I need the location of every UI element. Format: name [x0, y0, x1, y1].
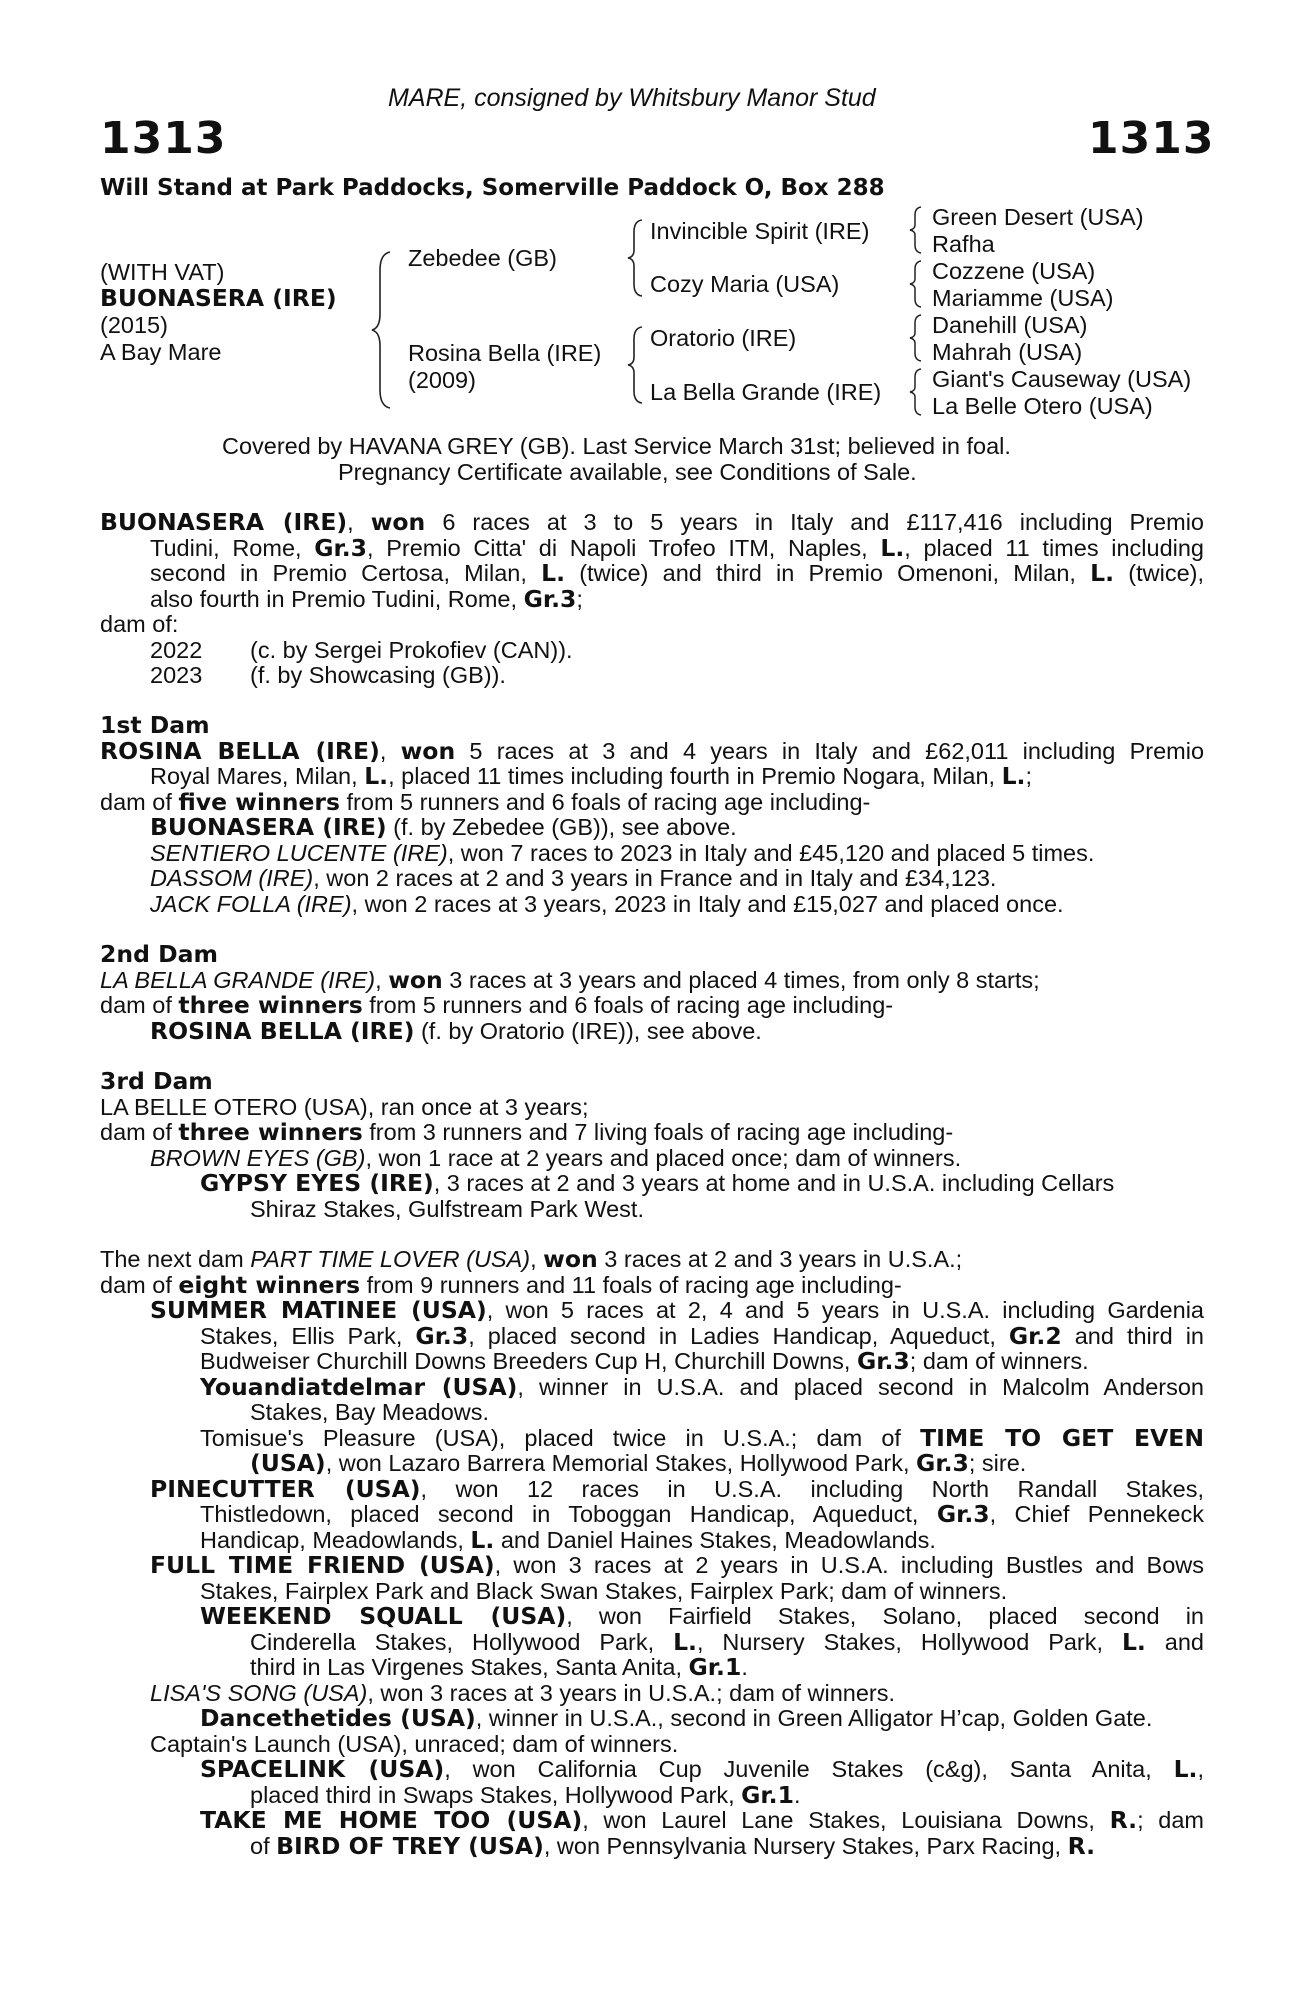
location-line: Will Stand at Park Paddocks, Somerville Paddock O, Box 288 — [100, 175, 885, 201]
progeny-text: third in Las Virgenes Stakes, Santa Anita, — [250, 1654, 689, 1680]
sire-dam-sire: Cozzene (USA) — [932, 258, 1096, 284]
progeny-text: . — [741, 1654, 748, 1680]
progeny-text: Handicap, Meadowlands, — [200, 1526, 471, 1553]
grade-label: Gr.3 — [936, 1500, 990, 1528]
listed-label: L. — [1090, 559, 1115, 587]
won-label: won — [400, 736, 456, 765]
winners-count: three winners — [178, 1118, 363, 1146]
grade-label: Gr.3 — [856, 1347, 910, 1375]
produce-row — [100, 663, 1204, 689]
progeny-name: JACK FOLLA (IRE) — [150, 890, 352, 917]
first-dam-text: , placed 11 times including fourth in Premio Nogara, Milan, — [388, 763, 1002, 789]
second-dam-name: LA BELLA GRANDE (IRE) — [100, 966, 376, 993]
progeny-name: BIRD OF TREY (USA) — [276, 1831, 544, 1860]
produce-desc: (f. by Showcasing (GB)). — [250, 662, 506, 688]
progeny-text: and Daniel Haines Stakes, Meadowlands. — [494, 1526, 936, 1553]
grade-label: Gr.1 — [688, 1653, 742, 1681]
horse-name: BUONASERA (IRE) — [100, 284, 337, 312]
restricted-label: R. — [1109, 1806, 1138, 1834]
pedigree-brace-sire — [624, 218, 648, 298]
first-dam-text: ; — [1025, 763, 1033, 789]
progeny-text: , won Pennsylvania Nursery Stakes, Parx Racing, — [543, 1832, 1068, 1859]
progeny-name: BUONASERA (IRE) — [150, 813, 387, 841]
progeny-text: , Nursery Stakes, Hollywood Park, — [696, 1628, 1122, 1655]
dam-sire-sire: Danehill (USA) — [932, 312, 1088, 338]
pedigree-brace-dam — [624, 325, 648, 405]
progeny-text: (f. by Zebedee (GB)), see above. — [386, 814, 737, 840]
progeny-text: , Chief Pennekeck — [989, 1501, 1204, 1527]
sire-name: Zebedee (GB) — [408, 245, 557, 271]
progeny-text: Thistledown, placed second in Toboggan Handicap, Aqueduct, — [200, 1501, 937, 1527]
progeny-text: Captain's Launch (USA), unraced; dam of winners. — [150, 1730, 679, 1757]
won-label: won — [543, 1245, 598, 1273]
dam-sire-dam: Mahrah (USA) — [932, 339, 1083, 365]
progeny-name: ROSINA BELLA (IRE) — [150, 1016, 415, 1045]
progeny-name: BROWN EYES (GB) — [150, 1144, 366, 1171]
second-dam-text: from 5 runners and 6 foals of racing age including- — [362, 992, 894, 1018]
sire-sire-sire: Green Desert (USA) — [932, 204, 1144, 230]
listed-label: L. — [1001, 762, 1026, 790]
progeny-text: , won 1 race at 2 years and placed once; dam of winners. — [365, 1144, 962, 1171]
progeny-text: Tomisue's Pleasure (USA), placed twice in U.S.A.; dam of — [200, 1424, 921, 1451]
separator: , — [375, 966, 389, 993]
pedigree-brace-g3-3 — [906, 313, 926, 363]
first-dam-text: from 5 runners and 6 foals of racing age including- — [339, 788, 871, 815]
vat-note: (WITH VAT) — [100, 259, 225, 285]
produce-row — [100, 638, 1204, 664]
second-dam-text: dam of — [100, 992, 179, 1018]
next-dam-section: The next dam PART TIME LOVER (USA), won 3 races at 2 and 3 years in U.S.A.; dam of eight winners from 9 runners and 11 foals of racing age including- SUMMER MATINEE (USA), won 5 races at 2, 4 and 5 years in U.S.A. including Gardenia Stakes, Ellis Park, Gr.3, placed second in Ladies Handicap, Aqueduct, Gr.2 and third in Budweiser Churchill Downs Breeders Cup H, Churchill Downs, Gr.3; dam of winners. Youandiatdelmar (USA), winner in U.S.A. and placed second in Malcolm Anderson Stakes, Bay Meadows. Tomisue's Pleasure (USA), placed twice in U.S.A.; dam of TIME TO GET EVEN (USA), won Lazaro Barrera Memorial Stakes, Hollywood Park, Gr.3; sire. PINECUTTER (USA), won 12 races in U.S.A. including North Randall Stakes, Thistledown, placed second in Toboggan Handicap, Aqueduct, Gr.3, Chief Pennekeck Handicap, Meadowlands, L. and Daniel Haines Stakes, Meadowlands. FULL TIME FRIEND (USA), won 3 races at 2 years in U.S.A. including Bustles and Bows Stakes, Fairplex Park and Black Swan Stakes, Fairplex Park; dam of winners. WEEKEND SQUALL (USA), won Fairfield Stakes, Solano, placed second in Cinderella Stakes, Hollywood Park, L., Nursery Stakes, Hollywood Park, L. and third in Las Virgenes Stakes, Santa Anita, Gr.1. LISA'S SONG (USA), won 3 races at 3 years in U.S.A.; dam of winners. Dancethetides (USA), winner in U.S.A., second in Green Alligator H’cap, Golden Gate. Captain's Launch (USA), unraced; dam of winners. SPACELINK (USA), won California Cup Juvenile Stakes (c&g), Santa Anita, L., placed third in Swaps Stakes, Hollywood Park, Gr.1. TAKE ME HOME TOO (USA), won Laurel Lane Stakes, Louisiana Downs, R.; dam of BIRD OF TREY (USA), won Pennsylvania Nursery Stakes, Parx Racing, R. — [100, 1245, 1204, 1860]
sire-sire-dam: Rafha — [932, 231, 995, 257]
grade-label: Gr.1 — [741, 1780, 794, 1809]
third-dam-text: dam of — [100, 1119, 179, 1145]
progeny-text: ; dam — [1137, 1807, 1204, 1833]
intro-text: (twice) and third in Premio Omenoni, Milan, — [565, 560, 1091, 586]
progeny-text: , 3 races at 2 and 3 years at home and in U.S.A. including Cellars — [433, 1170, 1115, 1196]
progeny-text: and — [1145, 1628, 1204, 1655]
pedigree-brace-g3-4 — [906, 367, 926, 417]
first-dam-heading: 1st Dam — [100, 711, 210, 739]
pedigree-brace-main — [368, 250, 398, 410]
winners-count: eight winners — [178, 1270, 361, 1299]
first-dam-section: 1st Dam ROSINA BELLA (IRE), won 5 races at 3 and 4 years in Italy and £62,011 including Premio Royal Mares, Milan, L., placed 11 times including fourth in Premio Nogara, Milan, L.; dam of five winners from 5 runners and 6 foals of racing age including- BUONASERA (IRE) (f. by Zebedee (GB)), see above. SENTIERO LUCENTE (IRE), won 7 races to 2023 in Italy and £45,120 and placed 5 times. DASSOM (IRE), won 2 races at 2 and 3 years in France and in Italy and £34,123. JACK FOLLA (IRE), won 2 races at 3 years, 2023 in Italy and £15,027 and placed once. — [100, 711, 1205, 917]
progeny-text: , won Laurel Lane Stakes, Louisiana Downs, — [582, 1807, 1110, 1833]
first-dam-text: 5 races at 3 and 4 years in Italy and £62,011 including Premio — [469, 737, 1205, 764]
third-dam-text: LA BELLE OTERO (USA), ran once at 3 years; — [100, 1093, 589, 1120]
progeny-text: . — [793, 1781, 801, 1808]
next-dam-text: The next dam — [100, 1246, 251, 1272]
intro-text: ; — [576, 585, 583, 612]
consignor-line: MARE, consigned by Whitsbury Manor Stud — [388, 84, 876, 112]
listed-label: L. — [470, 1525, 495, 1554]
mare-name: BUONASERA (IRE) — [100, 508, 348, 536]
progeny-text: Stakes, Ellis Park, — [200, 1322, 416, 1349]
sire-dam: Cozy Maria (USA) — [650, 271, 840, 297]
first-dam-text: Royal Mares, Milan, — [150, 763, 365, 789]
intro-text: Tudini, Rome, — [150, 534, 315, 561]
next-dam-text: from 9 runners and 11 foals of racing age including- — [360, 1271, 902, 1298]
produce-year: 2023 — [150, 662, 203, 688]
produce-desc: (c. by Sergei Prokofiev (CAN)). — [250, 636, 573, 663]
progeny-name: WEEKEND SQUALL (USA) — [200, 1602, 567, 1630]
progeny-text: and third in — [1061, 1322, 1204, 1349]
listed-label: L. — [1121, 1627, 1146, 1656]
intro-text: 6 races at 3 to 5 years in Italy and £117,416 including Premio — [442, 509, 1204, 535]
sire-dam-dam: Mariamme (USA) — [932, 285, 1114, 311]
third-dam-heading: 3rd Dam — [100, 1067, 213, 1095]
progeny-name: SPACELINK (USA) — [200, 1755, 445, 1783]
progeny-text: , won California Cup Juvenile Stakes (c&g), Santa Anita, — [444, 1756, 1174, 1782]
intro-text: second in Premio Certosa, Milan, — [150, 560, 542, 586]
progeny-text: Stakes, Bay Meadows. — [250, 1399, 490, 1425]
dam-year: (2009) — [408, 367, 476, 393]
next-dam-text: dam of — [100, 1271, 179, 1298]
dam-dam: La Bella Grande (IRE) — [650, 379, 882, 405]
first-dam-name: ROSINA BELLA (IRE) — [100, 736, 380, 765]
sire-sire: Invincible Spirit (IRE) — [650, 218, 870, 244]
dam-name: Rosina Bella (IRE) — [408, 340, 602, 366]
second-dam-section — [100, 942, 1204, 1044]
intro-text: , Premio Citta' di Napoli Trofeo ITM, Naples, — [367, 534, 881, 561]
progeny-name: LISA'S SONG (USA) — [150, 1679, 368, 1706]
progeny-text: Cinderella Stakes, Hollywood Park, — [250, 1628, 674, 1655]
progeny-name: Youandiatdelmar (USA) — [200, 1372, 518, 1401]
progeny-name: (USA) — [250, 1449, 326, 1477]
second-dam-text: 3 races at 3 years and placed 4 times, from only 8 starts; — [442, 966, 1040, 993]
listed-label: L. — [364, 762, 389, 790]
progeny-text: , won 3 races at 3 years in U.S.A.; dam of winners. — [367, 1679, 896, 1706]
winners-count: three winners — [178, 991, 363, 1019]
third-dam-text: from 3 runners and 7 living foals of racing age including- — [362, 1119, 954, 1145]
horse-description: A Bay Mare — [100, 339, 222, 365]
progeny-text: Stakes, Fairplex Park and Black Swan Stakes, Fairplex Park; dam of winners. — [200, 1577, 1008, 1604]
progeny-text: placed third in Swaps Stakes, Hollywood Park, — [250, 1781, 742, 1808]
dam-dam-dam: La Belle Otero (USA) — [932, 393, 1153, 419]
progeny-text: , won 5 races at 2, 4 and 5 years in U.S.A. including Gardenia — [486, 1297, 1204, 1323]
listed-label: L. — [541, 559, 565, 587]
listed-label: L. — [673, 1627, 697, 1656]
pedigree-brace-g3-2 — [906, 259, 926, 309]
grade-label: Gr.3 — [523, 584, 577, 613]
winners-count: five winners — [178, 787, 340, 816]
produce-year: 2022 — [150, 636, 203, 663]
dam-dam-sire: Giant's Causeway (USA) — [932, 366, 1192, 392]
progeny-text: , placed second in Ladies Handicap, Aqueduct, — [468, 1322, 1009, 1349]
progeny-name: PINECUTTER (USA) — [150, 1474, 421, 1503]
listed-label: L. — [1173, 1755, 1198, 1783]
next-dam-name: PART TIME LOVER (USA) — [250, 1246, 531, 1272]
progeny-name: SENTIERO LUCENTE (IRE) — [150, 839, 448, 866]
won-label: won — [388, 965, 443, 994]
progeny-text: , won 3 races at 2 years in U.S.A. including Bustles and Bows — [494, 1552, 1204, 1578]
progeny-name: FULL TIME FRIEND (USA) — [150, 1551, 495, 1579]
progeny-text: , — [1197, 1756, 1204, 1782]
covering-line-2: Pregnancy Certificate available, see Conditions of Sale. — [338, 459, 917, 485]
progeny-text: , won Lazaro Barrera Memorial Stakes, Hollywood Park, — [325, 1450, 917, 1476]
progeny-text: , won 2 races at 2 and 3 years in France and in Italy and £34,123. — [313, 865, 997, 891]
second-dam-heading: 2nd Dam — [100, 940, 218, 968]
horse-year: (2015) — [100, 312, 168, 338]
covering-line-1: Covered by HAVANA GREY (GB). Last Service March 31st; believed in foal. — [222, 433, 1011, 459]
grade-label: Gr.2 — [1008, 1321, 1062, 1350]
intro-text: also fourth in Premio Tudini, Rome, — [150, 585, 524, 612]
progeny-name: GYPSY EYES (IRE) — [200, 1169, 434, 1197]
progeny-name: DASSOM (IRE) — [150, 865, 314, 891]
intro-section: BUONASERA (IRE), won 6 races at 3 to 5 years in Italy and £117,416 including Premio Tudini, Rome, Gr.3, Premio Citta' di Napoli Trofeo ITM, Naples, L., placed 11 times including second in Premio Certosa, Milan, L. (twice) and third in Premio Omenoni, Milan, L. (twice), also fourth in Premio Tudini, Rome, Gr.3; dam of: 2022 (c. by Sergei Prokofiev (CAN)). 2023 (f. by Showcasing (GB)). — [100, 508, 1204, 688]
grade-label: Gr.3 — [314, 533, 368, 562]
progeny-text: Budweiser Churchill Downs Breeders Cup H, Churchill Downs, — [200, 1348, 857, 1374]
progeny-name: TIME TO GET EVEN — [920, 1423, 1204, 1452]
lot-number-right: 1313 — [1088, 113, 1215, 164]
dam-of-label: dam of: — [100, 611, 179, 637]
intro-text: (twice), — [1114, 560, 1204, 586]
intro-text: , placed 11 times including — [904, 534, 1204, 561]
lot-number-left: 1313 — [100, 113, 227, 164]
progeny-name: Dancethetides (USA) — [200, 1704, 476, 1732]
progeny-text: , won 12 races in U.S.A. including North Randall Stakes, — [420, 1475, 1204, 1502]
third-dam-section — [100, 1069, 1204, 1222]
progeny-text: (f. by Oratorio (IRE)), see above. — [414, 1017, 762, 1044]
progeny-text: , won 7 races to 2023 in Italy and £45,120 and placed 5 times. — [447, 839, 1095, 866]
dam-sire: Oratorio (IRE) — [650, 325, 797, 351]
grade-label: Gr.3 — [916, 1449, 969, 1477]
progeny-name: SUMMER MATINEE (USA) — [150, 1296, 487, 1324]
won-label: won — [370, 508, 426, 536]
progeny-text: , winner in U.S.A., second in Green Alligator H’cap, Golden Gate. — [475, 1705, 1153, 1731]
listed-label: L. — [880, 533, 905, 562]
first-dam-text: dam of — [100, 788, 179, 815]
pedigree-brace-g3-1 — [906, 205, 926, 255]
next-dam-text: 3 races at 2 and 3 years in U.S.A.; — [597, 1246, 963, 1272]
progeny-name: TAKE ME HOME TOO (USA) — [200, 1806, 583, 1834]
restricted-label: R. — [1067, 1831, 1096, 1860]
grade-label: Gr.3 — [415, 1321, 469, 1350]
progeny-text: , won Fairfield Stakes, Solano, placed second in — [566, 1603, 1204, 1629]
progeny-text: , winner in U.S.A. and placed second in Malcolm Anderson — [517, 1373, 1204, 1400]
progeny-text: , won 2 races at 3 years, 2023 in Italy and £15,027 and placed once. — [351, 890, 1064, 917]
progeny-text: ; dam of winners. — [909, 1348, 1089, 1374]
progeny-text: Shiraz Stakes, Gulfstream Park West. — [250, 1195, 644, 1222]
progeny-text: of — [250, 1832, 277, 1859]
progeny-text: ; sire. — [968, 1450, 1027, 1476]
